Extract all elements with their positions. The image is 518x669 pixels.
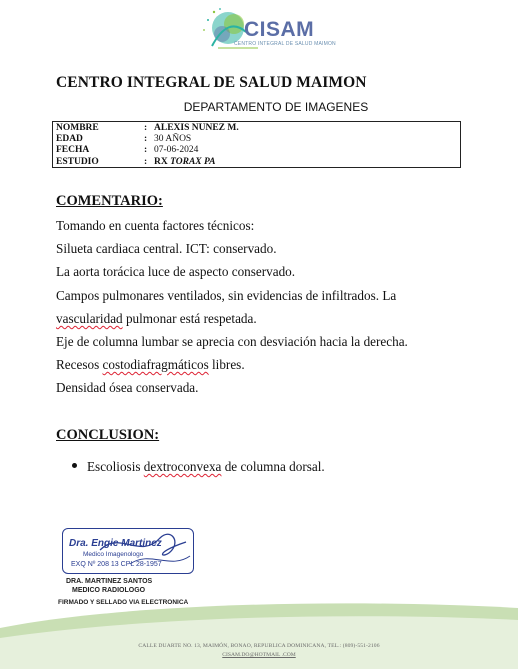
study-prefix: RX	[154, 156, 171, 167]
signature-note: FIRMADO Y SELLADO VIA ELECTRONICA	[58, 599, 189, 606]
line-text: Recesos	[56, 357, 103, 372]
info-row-nombre	[56, 123, 460, 134]
signature-name: DRA. MARTINEZ SANTOS	[66, 578, 153, 585]
line-text: de columna dorsal.	[221, 459, 325, 474]
comentario-line: Tomando en cuenta factores técnicos:	[56, 218, 255, 233]
conclusion-title: CONCLUSION:	[56, 427, 160, 443]
info-sep: :	[144, 145, 148, 156]
info-key: NOMBRE	[56, 123, 99, 133]
info-key: FECHA	[56, 145, 90, 156]
spellcheck-word: vascularidad	[56, 311, 123, 326]
department-heading: DEPARTAMENTO DE IMAGENES	[183, 100, 369, 114]
info-sep: :	[144, 123, 148, 133]
info-row-fecha	[56, 145, 460, 156]
comentario-line: Campos pulmonares ventilados, sin evidencias de infiltrados. La	[56, 288, 397, 303]
comentario-line: Densidad ósea conservada.	[56, 380, 199, 395]
line-text: libres.	[208, 357, 245, 372]
info-value: 30 AÑOS	[154, 134, 192, 145]
comentario-line: Eje de columna lumbar se aprecia con desviación hacia la derecha.	[56, 334, 408, 349]
footer-email-link[interactable]: CISAM.DO@HOTMAIL .COM	[222, 652, 296, 658]
line-text: pulmonar está respetada.	[122, 311, 257, 326]
comentario-line: La aorta torácica luce de aspecto conservado.	[56, 264, 296, 279]
info-key: EDAD	[56, 134, 83, 145]
study-name: TORAX PA	[170, 156, 216, 167]
logo-tagline: CENTRO INTEGRAL DE SALUD MAIMON	[234, 41, 336, 47]
bullet-icon	[72, 463, 77, 468]
spellcheck-word: dextroconvexa	[143, 459, 222, 474]
info-sep: :	[144, 156, 148, 167]
patient-info-box	[52, 121, 461, 168]
stamp-license: EXQ Nº 208 13 CPL 28-1957	[71, 561, 162, 568]
info-row-estudio	[56, 157, 460, 168]
spellcheck-word: costodiafragmáticos	[102, 357, 209, 372]
info-sep: :	[144, 134, 148, 145]
handwritten-signature-icon	[60, 520, 200, 580]
info-key: ESTUDIO	[56, 156, 99, 167]
stamp-role: Medico Imagenologo	[83, 551, 144, 558]
comentario-title: COMENTARIO:	[56, 193, 163, 209]
comentario-line	[56, 311, 257, 327]
info-value: 07-06-2024	[154, 145, 199, 156]
footer-wave-decoration	[0, 598, 518, 669]
line-text: Escoliosis	[87, 459, 144, 474]
stamp-name: Dra. Engie Martinez	[69, 538, 162, 549]
comentario-line: Silueta cardiaca central. ICT: conservado.	[56, 241, 277, 256]
footer-address: CALLE DUARTE NO. 13, MAIMÓN, BONAO, REPUBLICA DOMINICANA, TEL.: (809)-551-2106	[138, 643, 380, 649]
logo-wordmark: CISAM	[244, 18, 315, 41]
center-name-heading: CENTRO INTEGRAL DE SALUD MAIMON	[56, 74, 367, 91]
comentario-line	[56, 357, 245, 373]
info-value	[154, 157, 215, 168]
info-row-edad	[56, 134, 460, 145]
signature-title: MEDICO RADIOLOGO	[72, 587, 146, 594]
info-value: ALEXIS NUNEZ M.	[154, 123, 239, 133]
conclusion-item	[72, 459, 325, 475]
